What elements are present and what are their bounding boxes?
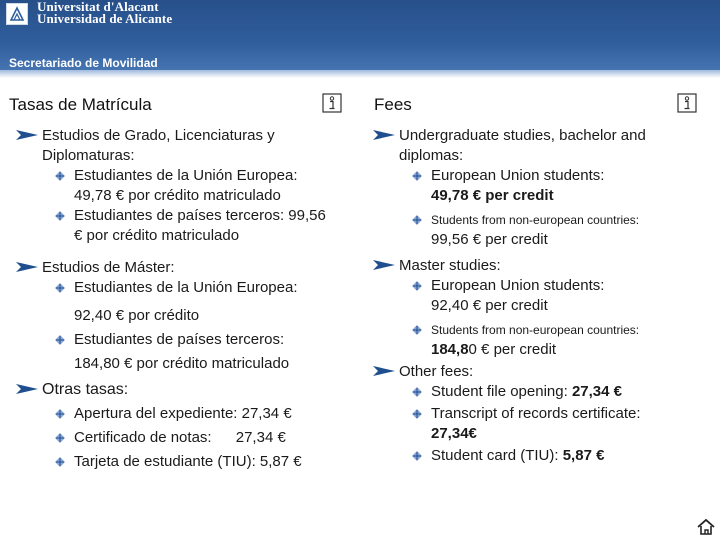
grado-eu-value: 49,78 € por crédito matriculado: [74, 187, 281, 204]
master-eu-value: 92,40 € por crédito: [74, 307, 200, 324]
certificado-value: 27,34 €: [235, 429, 286, 446]
master-label: Estudios de Máster:: [42, 259, 175, 276]
undergrad-eu-label: European Union students:: [431, 167, 605, 184]
apertura-fee: Apertura del expediente: 27,34 €: [74, 405, 292, 422]
master-eu-label: Estudiantes de la Unión Europea:: [74, 279, 298, 296]
master-non-eu-label: Students from non-european countries:: [431, 323, 640, 337]
list-item: [366, 320, 716, 360]
university-name-valencian: Universitat d'Alacant: [37, 0, 159, 14]
diamond-bullet-icon: [55, 457, 65, 467]
diamond-bullet-icon: [412, 409, 422, 419]
university-name-spanish: Universidad de Alicante: [37, 11, 173, 26]
list-item: [9, 166, 359, 206]
department-name: Secretariado de Movilidad: [9, 56, 158, 70]
arrow-bullet-icon: [16, 384, 38, 394]
diamond-bullet-icon: [412, 171, 422, 181]
list-item: [366, 446, 716, 466]
english-title: Fees: [374, 95, 412, 114]
arrow-bullet-icon: [16, 130, 38, 140]
diamond-bullet-icon: [55, 283, 65, 293]
grado-eu-label: Estudiantes de la Unión Europea:: [74, 167, 298, 184]
diamond-bullet-icon: [55, 335, 65, 345]
list-item: [9, 380, 359, 400]
list-item: [9, 330, 359, 374]
list-item: [366, 256, 716, 276]
list-item: [9, 404, 359, 424]
arrow-bullet-icon: [16, 262, 38, 272]
list-item: [9, 278, 359, 326]
student-card-label: Student card (TIU):: [431, 447, 563, 464]
diamond-bullet-icon: [412, 387, 422, 397]
info-icon[interactable]: [322, 93, 342, 113]
student-card-value: 5,87 €: [562, 447, 605, 464]
diamond-bullet-icon: [55, 409, 65, 419]
certificado-label: Certificado de notas:: [74, 429, 212, 446]
list-item: [366, 276, 716, 316]
other-fees-label: Other fees:: [399, 363, 474, 380]
list-item: [9, 452, 359, 472]
header-banner: [0, 0, 720, 76]
spanish-column: [9, 126, 359, 472]
transcript-label: Transcript of records certificate:: [431, 405, 641, 422]
home-icon[interactable]: [696, 518, 716, 536]
diamond-bullet-icon: [412, 325, 422, 335]
english-column: [366, 126, 716, 466]
grado-non-eu-value: € por crédito matriculado: [74, 227, 240, 244]
undergrad-label: Undergraduate studies, bachelor and: [399, 127, 646, 144]
master-non-eu-label: Estudiantes de países terceros:: [74, 331, 285, 348]
list-item: [366, 404, 716, 444]
master-non-eu-value-rest: 0 € per credit: [468, 341, 557, 358]
undergrad-non-eu-value: 99,56 € per credit: [431, 231, 548, 248]
undergrad-label-cont: diplomas:: [399, 147, 464, 164]
list-item: [9, 258, 359, 278]
university-logo[interactable]: [6, 3, 28, 25]
arrow-bullet-icon: [373, 366, 395, 376]
diamond-bullet-icon: [412, 451, 422, 461]
list-item: [366, 166, 716, 206]
diamond-bullet-icon: [55, 171, 65, 181]
otras-label: Otras tasas:: [42, 381, 129, 398]
info-icon[interactable]: [677, 93, 697, 113]
grado-label-cont: Diplomaturas:: [42, 147, 135, 164]
transcript-value: 27,34€: [431, 425, 477, 442]
list-item: [366, 126, 716, 166]
master-non-eu-value-bold: 184,8: [431, 341, 469, 358]
undergrad-eu-value: 49,78 € per credit: [431, 187, 554, 204]
master-eu-students-value: 92,40 € per credit: [431, 297, 548, 314]
diamond-bullet-icon: [55, 433, 65, 443]
list-item: [366, 362, 716, 382]
diamond-bullet-icon: [412, 215, 422, 225]
file-opening-value: 27,34 €: [571, 383, 622, 400]
diamond-bullet-icon: [412, 281, 422, 291]
list-item: [9, 206, 359, 246]
diamond-bullet-icon: [55, 211, 65, 221]
list-item: [9, 126, 359, 166]
master-eu-students-label: European Union students:: [431, 277, 605, 294]
file-opening-label: Student file opening:: [431, 383, 572, 400]
header-fade: [0, 70, 720, 78]
list-item: [9, 428, 359, 448]
list-item: [366, 382, 716, 402]
master-studies-label: Master studies:: [399, 257, 501, 274]
grado-non-eu-label: Estudiantes de países terceros: 99,56: [74, 207, 326, 224]
list-item: [366, 210, 716, 250]
spanish-title: Tasas de Matrícula: [9, 95, 152, 114]
tiu-fee: Tarjeta de estudiante (TIU): 5,87 €: [74, 453, 302, 470]
master-non-eu-value: 184,80 € por crédito matriculado: [74, 355, 290, 372]
arrow-bullet-icon: [373, 260, 395, 270]
arrow-bullet-icon: [373, 130, 395, 140]
grado-label: Estudios de Grado, Licenciaturas y: [42, 127, 275, 144]
undergrad-non-eu-label: Students from non-european countries:: [431, 213, 640, 227]
